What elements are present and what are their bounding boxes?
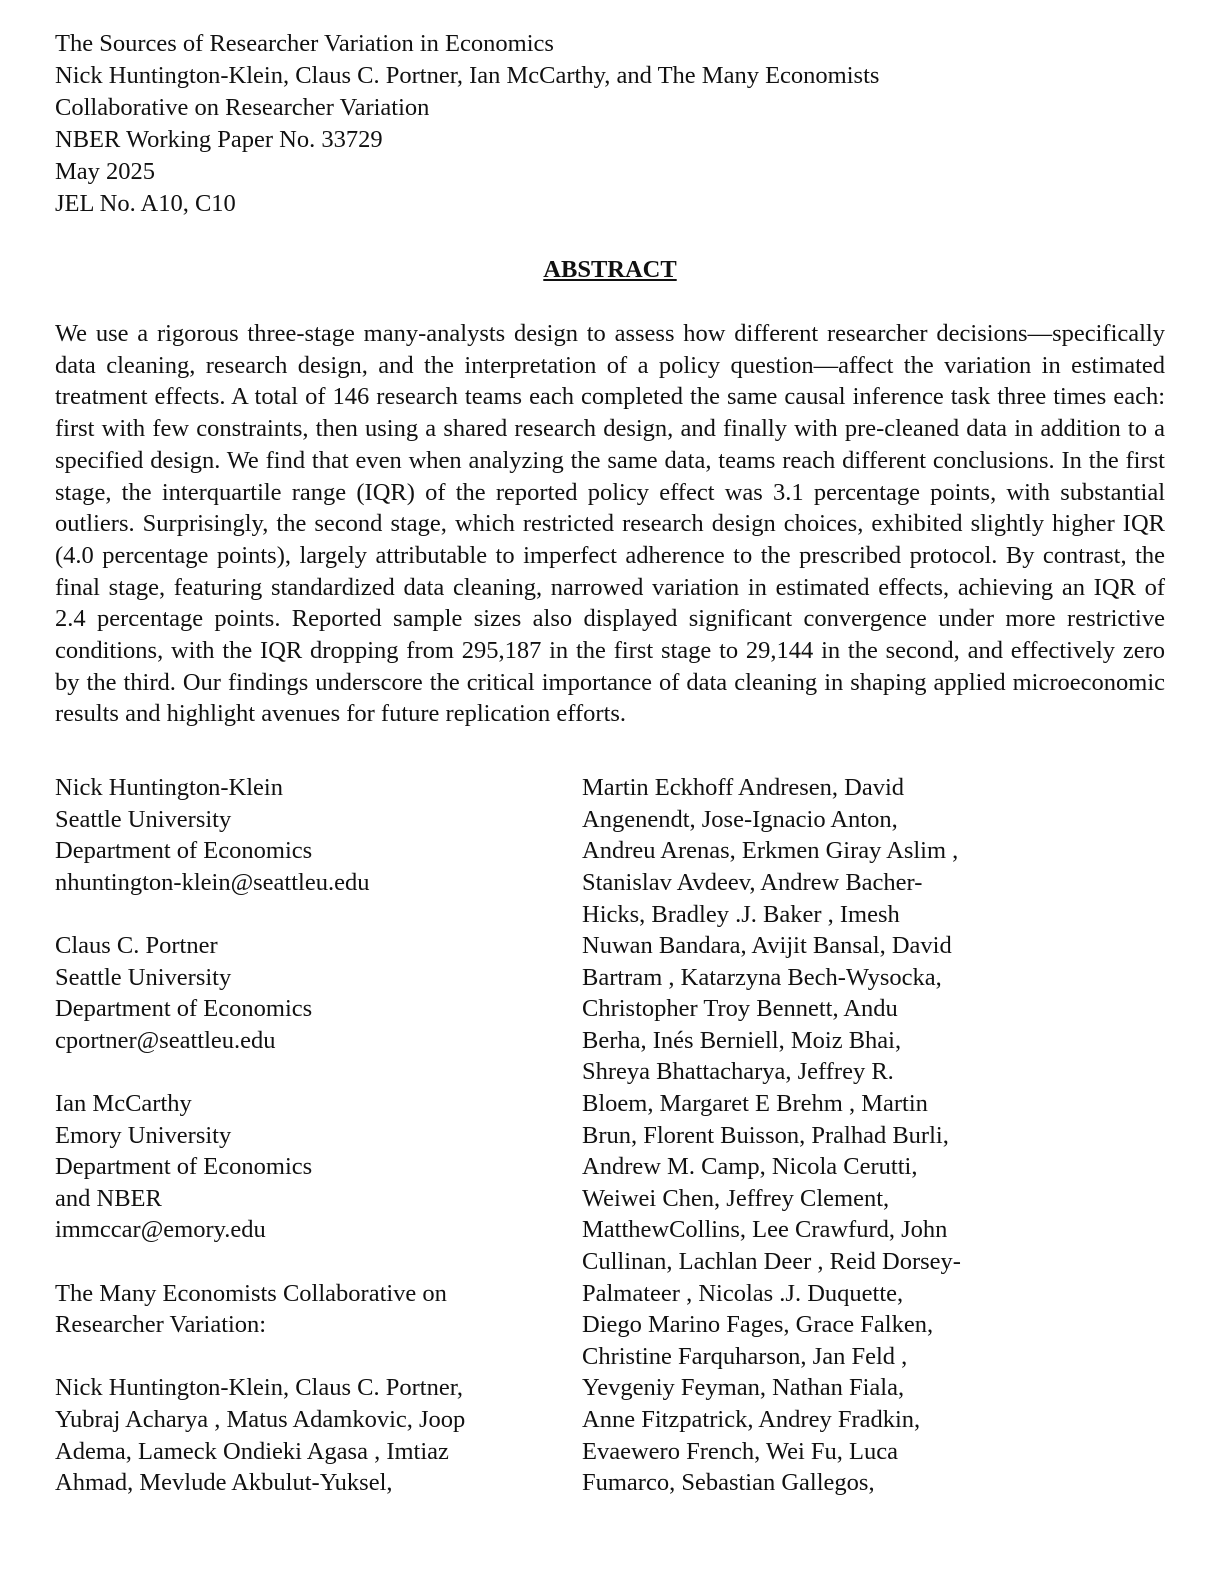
member-line: Bloem, Margaret E Brehm , Martin xyxy=(582,1090,928,1118)
collaborative-members-column xyxy=(582,772,1142,1499)
collaborative-block xyxy=(55,1278,582,1499)
member-line: Martin Eckhoff Andresen, David xyxy=(582,774,905,802)
member-line: Stanislav Avdeev, Andrew Bacher- xyxy=(582,868,923,896)
member-line: Hicks, Bradley .J. Baker , Imesh xyxy=(582,900,900,928)
address-email: nhuntington-klein@seattleu.edu xyxy=(55,868,370,896)
address-name: Claus C. Portner xyxy=(55,932,218,960)
address-line: Department of Economics xyxy=(55,837,313,865)
paper-header xyxy=(55,28,1165,220)
abstract-heading: ABSTRACT xyxy=(543,256,677,283)
address-line: Department of Economics xyxy=(55,995,313,1023)
paper-page xyxy=(55,28,1165,1499)
address-block xyxy=(55,930,582,1056)
author-addresses-column xyxy=(55,772,582,1499)
collaborative-title-line: The Many Economists Collaborative on xyxy=(55,1279,447,1307)
abstract-text: We use a rigorous three-stage many-analysts design to assess how different researcher decisions—specifically data cleaning, research design, and the interpretation of a policy question—affect the variation in estimated treatment effects. A total of 146 research teams each completed the same causal inference task three times each: first with few constraints, then using a shared research design, and finally with pre-cleaned data in addition to a specified design. We find that even when analyzing the same data, teams reach different conclusions. In the first stage, the interquartile range (IQR) of the reported policy effect was 3.1 percentage points, with substantial outliers. Surprisingly, the second stage, which restricted research design choices, exhibited slightly higher IQR (4.0 percentage points), largely attributable to imperfect adherence to the prescribed protocol. By contrast, the final stage, featuring standardized data cleaning, narrowed variation in estimated effects, achieving an IQR of 2.4 percentage points. Reported sample sizes also displayed significant convergence under more restrictive conditions, with the IQR dropping from 295,187 in the first stage to 29,144 in the second, and effectively zero by the third. Our findings underscore the critical importance of data cleaning in shaping applied microeconomic results and highlight avenues for future replication efforts. xyxy=(55,320,1165,728)
member-line: Nick Huntington-Klein, Claus C. Portner, xyxy=(55,1374,463,1402)
member-line: Weiwei Chen, Jeffrey Clement, xyxy=(582,1184,890,1212)
member-line: Angenendt, Jose-Ignacio Anton, xyxy=(582,805,898,833)
address-line: Seattle University xyxy=(55,963,232,991)
member-line: Christine Farquharson, Jan Feld , xyxy=(582,1342,908,1370)
authors-line: Nick Huntington-Klein, Claus C. Portner, Ian McCarthy, and The Many Economists xyxy=(55,62,880,89)
author-columns xyxy=(55,772,1165,1499)
member-line: Evaewero French, Wei Fu, Luca xyxy=(582,1437,898,1465)
address-line: Emory University xyxy=(55,1121,232,1149)
working-paper-number: NBER Working Paper No. 33729 xyxy=(55,126,383,153)
member-line: MatthewCollins, Lee Crawfurd, John xyxy=(582,1216,948,1244)
address-line: Seattle University xyxy=(55,805,232,833)
address-block xyxy=(55,772,582,898)
address-email: cportner@seattleu.edu xyxy=(55,1026,276,1054)
publication-date: May 2025 xyxy=(55,158,156,185)
member-line: Fumarco, Sebastian Gallegos, xyxy=(582,1469,875,1497)
collaborative-members xyxy=(55,1372,582,1498)
member-line: Diego Marino Fages, Grace Falken, xyxy=(582,1311,934,1339)
member-line: Adema, Lameck Ondieki Agasa , Imtiaz xyxy=(55,1437,449,1465)
member-line: Bartram , Katarzyna Bech-Wysocka, xyxy=(582,963,942,991)
address-line: Department of Economics xyxy=(55,1153,313,1181)
member-line: Nuwan Bandara, Avijit Bansal, David xyxy=(582,932,952,960)
member-line: Anne Fitzpatrick, Andrey Fradkin, xyxy=(582,1406,921,1434)
address-name: Ian McCarthy xyxy=(55,1090,192,1118)
address-line: and NBER xyxy=(55,1184,162,1212)
member-line: Berha, Inés Berniell, Moiz Bhai, xyxy=(582,1026,902,1054)
member-line: Andreu Arenas, Erkmen Giray Aslim , xyxy=(582,837,959,865)
member-line: Christopher Troy Bennett, Andu xyxy=(582,995,898,1023)
address-email: immccar@emory.edu xyxy=(55,1216,266,1244)
member-line: Cullinan, Lachlan Deer , Reid Dorsey- xyxy=(582,1248,961,1276)
member-line: Yubraj Acharya , Matus Adamkovic, Joop xyxy=(55,1406,466,1434)
jel-codes: JEL No. A10, C10 xyxy=(55,190,236,217)
member-line: Palmateer , Nicolas .J. Duquette, xyxy=(582,1279,904,1307)
address-name: Nick Huntington-Klein xyxy=(55,774,283,802)
collaborative-title xyxy=(55,1278,582,1341)
member-line: Ahmad, Mevlude Akbulut-Yuksel, xyxy=(55,1469,393,1497)
address-block xyxy=(55,1088,582,1246)
collaborative-title-line: Researcher Variation: xyxy=(55,1311,267,1339)
paper-title: The Sources of Researcher Variation in Economics xyxy=(55,30,554,57)
member-line: Shreya Bhattacharya, Jeffrey R. xyxy=(582,1058,894,1086)
authors-line: Collaborative on Researcher Variation xyxy=(55,94,430,121)
member-line: Yevgeniy Feyman, Nathan Fiala, xyxy=(582,1374,905,1402)
member-line: Andrew M. Camp, Nicola Cerutti, xyxy=(582,1153,918,1181)
member-line: Brun, Florent Buisson, Pralhad Burli, xyxy=(582,1121,949,1149)
